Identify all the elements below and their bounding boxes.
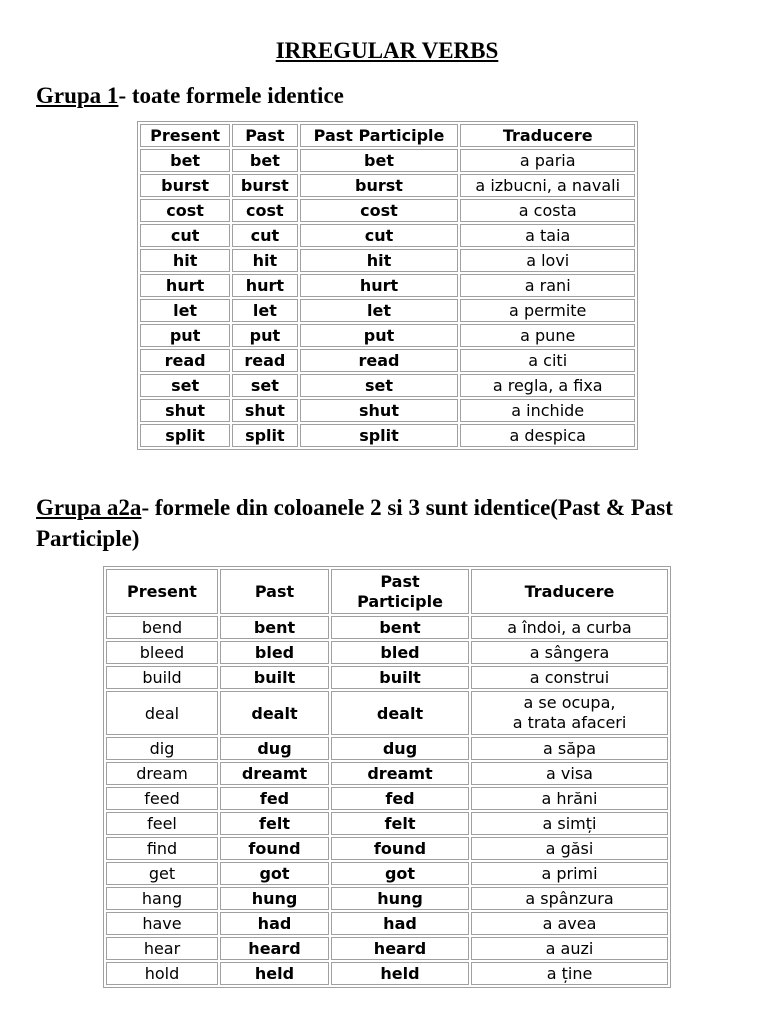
cell-translation: a regla, a fixa [460,374,635,397]
cell-translation: a pune [460,324,635,347]
cell-past: put [232,324,297,347]
table-row [140,399,635,422]
cell-translation: a primi [471,862,668,885]
cell-present: have [106,912,218,935]
cell-present: burst [140,174,230,197]
table-row [106,737,668,760]
group1-name: Grupa 1 [36,83,119,108]
table-row [140,299,635,322]
cell-past-participle: set [300,374,459,397]
group1-description: - toate formele identice [118,83,344,108]
cell-past-participle: cost [300,199,459,222]
cell-present: bet [140,149,230,172]
header-past-participle: Past Participle [331,569,469,614]
table-row [140,349,635,372]
cell-translation: a săpa [471,737,668,760]
table-row [106,937,668,960]
table-row [140,274,635,297]
cell-past: burst [232,174,297,197]
cell-present: feed [106,787,218,810]
cell-present: hear [106,937,218,960]
cell-present: dream [106,762,218,785]
cell-present: bleed [106,641,218,664]
cell-present: bend [106,616,218,639]
header-past: Past [220,569,329,614]
cell-past: shut [232,399,297,422]
cell-past-participle: dug [331,737,469,760]
cell-past: hung [220,887,329,910]
cell-past-participle: found [331,837,469,860]
table-row [106,762,668,785]
cell-past-participle: heard [331,937,469,960]
group2-heading [36,492,746,554]
cell-past-participle: hit [300,249,459,272]
cell-past: bled [220,641,329,664]
cell-past-participle: hurt [300,274,459,297]
cell-present: read [140,349,230,372]
header-past-participle: Past Participle [300,124,459,147]
cell-past: cut [232,224,297,247]
cell-past-participle: held [331,962,469,985]
cell-translation: a izbucni, a navali [460,174,635,197]
header-present: Present [140,124,230,147]
cell-present: shut [140,399,230,422]
cell-present: set [140,374,230,397]
cell-past-participle: dealt [331,691,469,735]
cell-past-participle: cut [300,224,459,247]
cell-present: split [140,424,230,447]
cell-translation: a taia [460,224,635,247]
cell-past: split [232,424,297,447]
cell-past: bet [232,149,297,172]
cell-past: set [232,374,297,397]
cell-past: let [232,299,297,322]
cell-past: fed [220,787,329,810]
table-row [106,666,668,689]
cell-present: find [106,837,218,860]
cell-translation: a găsi [471,837,668,860]
cell-past-participle: let [300,299,459,322]
table-row [106,787,668,810]
cell-past: hurt [232,274,297,297]
table-row [140,324,635,347]
cell-past-participle: bet [300,149,459,172]
cell-translation: a citi [460,349,635,372]
cell-past-participle: bled [331,641,469,664]
table-row [106,962,668,985]
group2-table [103,566,671,988]
cell-translation: a ține [471,962,668,985]
cell-translation: a inchide [460,399,635,422]
cell-past-participle: read [300,349,459,372]
cell-translation: a construi [471,666,668,689]
table-row [140,374,635,397]
cell-translation: a îndoi, a curba [471,616,668,639]
table-row [140,149,635,172]
group2-table-body [106,616,668,985]
cell-past-participle: built [331,666,469,689]
cell-present: get [106,862,218,885]
table-row [106,616,668,639]
cell-past: held [220,962,329,985]
cell-past-participle: shut [300,399,459,422]
cell-present: cut [140,224,230,247]
cell-translation: a costa [460,199,635,222]
cell-translation: a sângera [471,641,668,664]
cell-past: cost [232,199,297,222]
cell-past-participle: fed [331,787,469,810]
cell-present: deal [106,691,218,735]
table-row [106,862,668,885]
cell-translation: a visa [471,762,668,785]
cell-translation: a simți [471,812,668,835]
cell-past-participle: bent [331,616,469,639]
header-present: Present [106,569,218,614]
table-row [140,249,635,272]
cell-past: dreamt [220,762,329,785]
group2-description: - formele din coloanele 2 si 3 sunt identice(Past & Past Participle) [36,495,673,551]
cell-past-participle: burst [300,174,459,197]
cell-translation: a se ocupa, a trata afaceri [471,691,668,735]
cell-past: bent [220,616,329,639]
table-row [140,174,635,197]
cell-past-participle: felt [331,812,469,835]
group1-table [137,121,638,450]
cell-past-participle: had [331,912,469,935]
table-header-row [140,124,635,147]
table-row [140,224,635,247]
cell-present: dig [106,737,218,760]
table-row [106,837,668,860]
cell-present: let [140,299,230,322]
header-translation: Traducere [460,124,635,147]
table-row [106,912,668,935]
cell-present: feel [106,812,218,835]
cell-present: hurt [140,274,230,297]
cell-past-participle: dreamt [331,762,469,785]
table-row [106,641,668,664]
cell-translation: a auzi [471,937,668,960]
cell-translation: a despica [460,424,635,447]
table-row [140,199,635,222]
table-row [106,691,668,735]
cell-translation: a paria [460,149,635,172]
group1-heading [36,80,344,111]
header-past: Past [232,124,297,147]
group1-table-body [140,149,635,447]
cell-past: found [220,837,329,860]
cell-translation: a permite [460,299,635,322]
cell-translation: a avea [471,912,668,935]
cell-past: dealt [220,691,329,735]
cell-translation: a rani [460,274,635,297]
page-title: IRREGULAR VERBS [275,38,499,63]
cell-present: hit [140,249,230,272]
cell-past-participle: got [331,862,469,885]
cell-past-participle: split [300,424,459,447]
cell-past: read [232,349,297,372]
cell-present: cost [140,199,230,222]
group2-name: Grupa a2a [36,495,142,520]
cell-past: dug [220,737,329,760]
cell-past-participle: hung [331,887,469,910]
cell-present: build [106,666,218,689]
cell-translation: a hrăni [471,787,668,810]
cell-present: hold [106,962,218,985]
cell-present: hang [106,887,218,910]
cell-past: hit [232,249,297,272]
cell-past: built [220,666,329,689]
table-row [106,887,668,910]
cell-past: felt [220,812,329,835]
cell-past: had [220,912,329,935]
cell-translation: a spânzura [471,887,668,910]
table-header-row [106,569,668,614]
table-row [106,812,668,835]
cell-present: put [140,324,230,347]
cell-past: heard [220,937,329,960]
table-row [140,424,635,447]
cell-past: got [220,862,329,885]
header-translation: Traducere [471,569,668,614]
cell-translation: a lovi [460,249,635,272]
cell-past-participle: put [300,324,459,347]
